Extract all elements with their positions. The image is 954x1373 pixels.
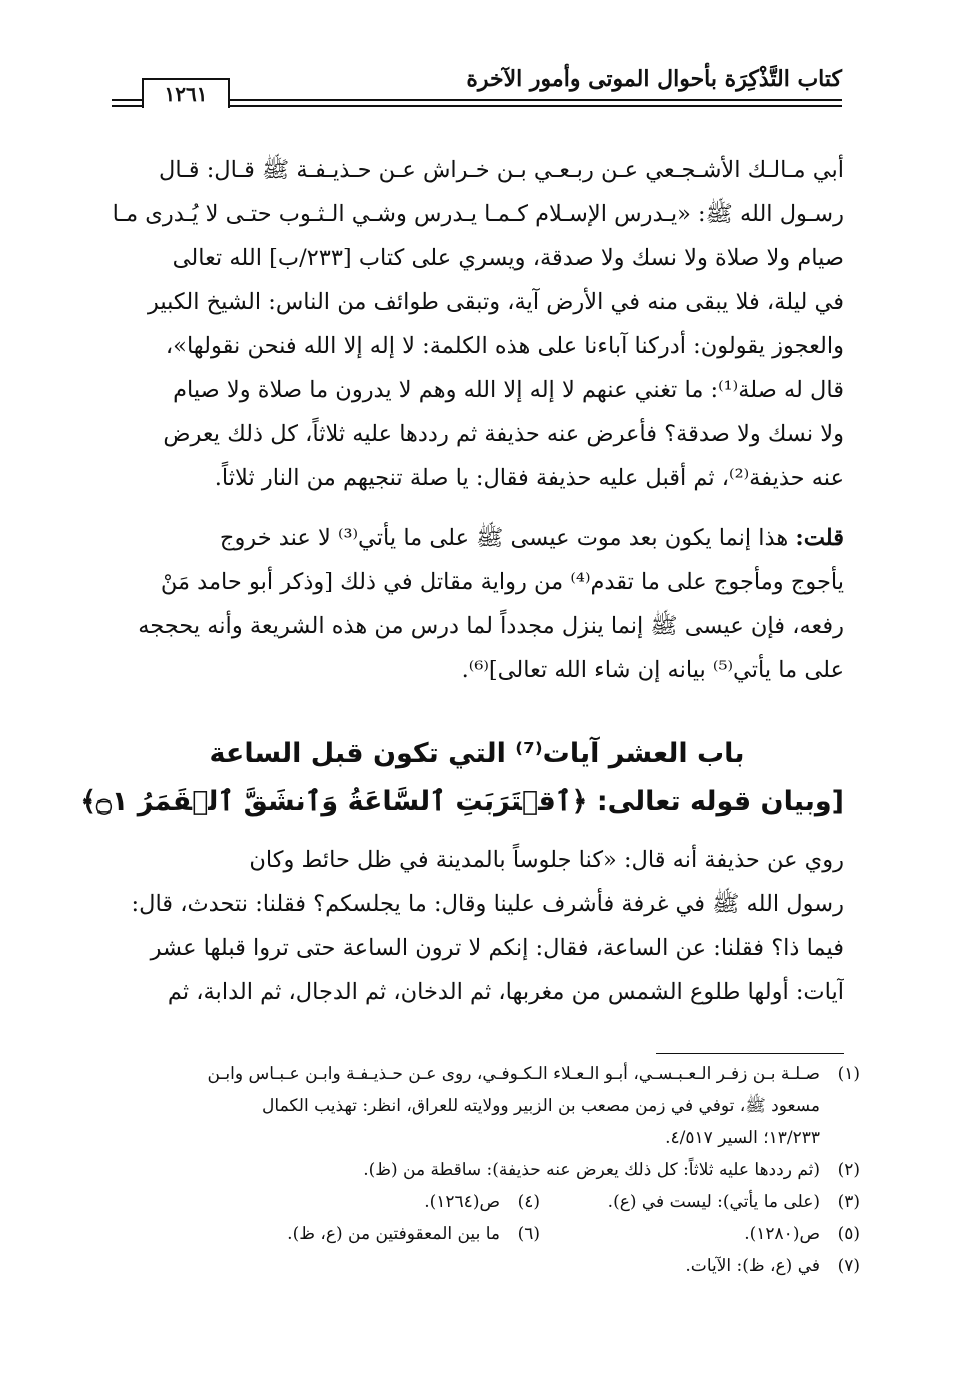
heading-line-1: باب العشر آيات⁽⁷⁾ التي تكون قبل الساعة — [209, 738, 745, 769]
text-line: رفعه، فإن عيسى ﷺ إنما ينزل مجدداً لما درس من هذه الشريعة وأنه يحججه — [138, 613, 844, 639]
footnote-number: (٤) — [517, 1192, 540, 1212]
text-line: والعجوز يقولون: أدركنا آباءنا على هذه الكلمة: لا إله إلا الله فنحن نقولها»، — [165, 333, 844, 359]
text-line: أبي مـالـك الأشـجـعي عـن ربـعـي بـن خـراش عـن حـذيـفـة ﷺ قـال: قـال — [159, 157, 844, 183]
text-line: صيام ولا صلاة ولا نسك ولا صدقة، ويسري على كتاب [٢٣٣/ب] الله تعالى — [172, 245, 844, 271]
footnote-separator — [656, 1053, 844, 1054]
footnote-number: (١) — [837, 1064, 860, 1084]
footnote-number: (٦) — [517, 1224, 540, 1244]
text-line: عنه حذيفة⁽²⁾، ثم أقبل عليه حذيفة فقال: يا صلة تنجيهم من النار ثلاثاً. — [214, 465, 844, 491]
footnote-text: (على ما يأتي): ليست في (ع). — [607, 1192, 820, 1212]
paragraph-hadith — [110, 148, 844, 500]
text-line: يأجوج ومأجوج على ما تقدم⁽⁴⁾ من رواية مقاتل في ذلك [وذكر أبو حامد مَنْ — [160, 569, 844, 595]
footnote-6 — [287, 1218, 540, 1250]
footnote-number: (٢) — [837, 1160, 860, 1180]
running-title: كتاب التَّذْكِرَة بأحوال الموتى وأمور الآخرة — [466, 66, 842, 92]
footnote-number: (٧) — [837, 1256, 860, 1276]
text-line: في ليلة، فلا يبقى منه في الأرض آية، وتبقى طوائف من الناس: الشيخ الكبير — [147, 289, 844, 315]
text-segment: هذا إنما يكون بعد موت عيسى ﷺ على ما يأتي⁽³⁾ لا عند خروج — [219, 525, 789, 551]
footnote-1-continued: مسعود ﷺ، توفي في زمن مصعب بن الزبير وولايته للعراق، انظر: تهذيب الكمال — [262, 1096, 820, 1116]
footnotes — [110, 1058, 860, 1282]
footnote-number: (٣) — [837, 1192, 860, 1212]
chapter-heading — [80, 730, 844, 826]
heading-line-2: [وبيان قوله تعالى: ﴿ٱقۡتَرَبَتِ ٱلسَّاعَةُ وَٱنشَقَّ ٱلۡقَمَرُ ۝١﴾ — [80, 786, 844, 817]
footnote-text: ص(١٢٦٤). — [424, 1192, 500, 1212]
text-line: رسول الله ﷺ في غرفة فأشرف علينا وقال: ما يجلسكم؟ فقلنا: نتحدث، قال: — [131, 891, 844, 917]
text-line: آيات: أولها طلوع الشمس من مغربها، ثم الدخان، ثم الدجال، ثم الدابة، ثم — [167, 979, 844, 1005]
footnote-number: (٥) — [837, 1224, 860, 1244]
text-line: رسـول الله ﷺ: «يـدرس الإسـلام كـمـا يـدرس وشـي الـثـوب حتـى لا يُـدرى مـا — [112, 201, 844, 227]
footnote-2 — [110, 1154, 860, 1186]
footnote-3 — [540, 1186, 860, 1218]
page-header — [112, 66, 842, 108]
page-number: ١٢٦١ — [142, 78, 230, 108]
text-line: فيما ذا؟ فقلنا: عن الساعة، فقال: إنكم لا ترون الساعة حتى تروا قبلها عشر — [150, 935, 844, 961]
footnote-1 — [110, 1058, 860, 1090]
footnote-row — [110, 1218, 860, 1250]
qult-label: قلت: — [795, 525, 844, 551]
text-line: روي عن حذيفة أنه قال: «كنا جلوساً بالمدينة في ظل حائط وكان — [249, 847, 844, 873]
footnote-row — [110, 1186, 860, 1218]
footnote-text: في (ع، ظ): الآيات. — [685, 1256, 820, 1276]
footnote-7 — [110, 1250, 860, 1282]
text-line — [110, 516, 844, 560]
footnote-4 — [424, 1186, 540, 1218]
footnote-1-continued: ١٣/٢٣٣؛ السير ٤/٥١٧. — [665, 1128, 820, 1148]
text-line: قال له صلة⁽¹⁾: ما تغني عنهم لا إله إلا الله وهم لا يدرون ما صلاة ولا صيام — [173, 377, 844, 403]
footnote-text: صـلـة بـن زفـر الـعـبـسـي، أبـو الـعـلاء الـكـوفـي، روى عـن حـذيـفـة وابـن عـبـاس وابـن — [207, 1064, 820, 1084]
footnote-text: ما بين المعقوفتين من (ع، ظ). — [287, 1224, 500, 1244]
footnote-text: (ثم رددها عليه ثلاثاً: كل ذلك يعرض عنه حذيفة): ساقطة من (ظ). — [363, 1160, 820, 1180]
text-line: ولا نسك ولا صدقة؟ فأعرض عنه حذيفة ثم رددها عليه ثلاثاً، كل ذلك يعرض — [163, 421, 844, 447]
footnote-text: ص(١٢٨٠). — [744, 1224, 820, 1244]
footnote-5 — [540, 1218, 860, 1250]
paragraph-commentary — [110, 516, 844, 692]
paragraph-narration — [110, 838, 844, 1014]
text-line: على ما يأتي⁽⁵⁾ بيانه إن شاء الله تعالى]⁽⁶⁾. — [461, 657, 844, 683]
